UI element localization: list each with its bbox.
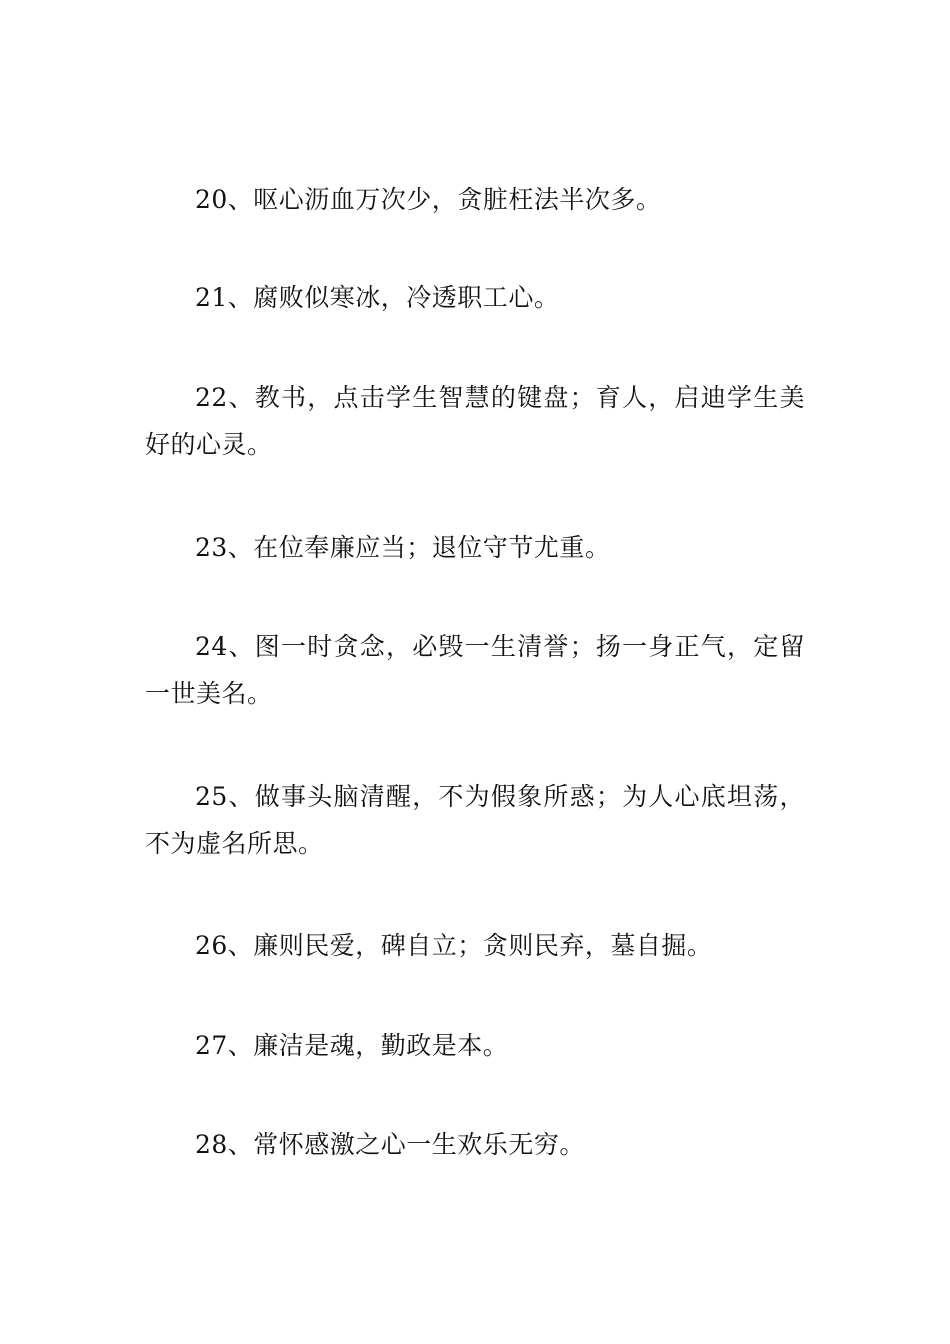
paragraph-20: 20、呕心沥血万次少，贪脏枉法半次多。 xyxy=(195,185,662,214)
paragraph-26: 26、廉则民爱，碑自立；贪则民弃，墓自掘。 xyxy=(195,931,713,960)
paragraph-23: 23、在位奉廉应当；退位守节尤重。 xyxy=(195,533,611,562)
paragraph-28: 28、常怀感激之心一生欢乐无穷。 xyxy=(195,1130,585,1159)
paragraph-21: 21、腐败似寒冰，冷透职工心。 xyxy=(195,283,560,312)
paragraph-27: 27、廉洁是魂，勤政是本。 xyxy=(195,1031,509,1060)
paragraph-22: 22、教书，点击学生智慧的键盘；育人，启迪学生美好的心灵。 xyxy=(145,383,805,459)
paragraph-25: 25、做事头脑清醒，不为假象所惑；为人心底坦荡，不为虚名所思。 xyxy=(145,782,805,858)
paragraph-24: 24、图一时贪念，必毁一生清誉；扬一身正气，定留一世美名。 xyxy=(145,632,805,708)
